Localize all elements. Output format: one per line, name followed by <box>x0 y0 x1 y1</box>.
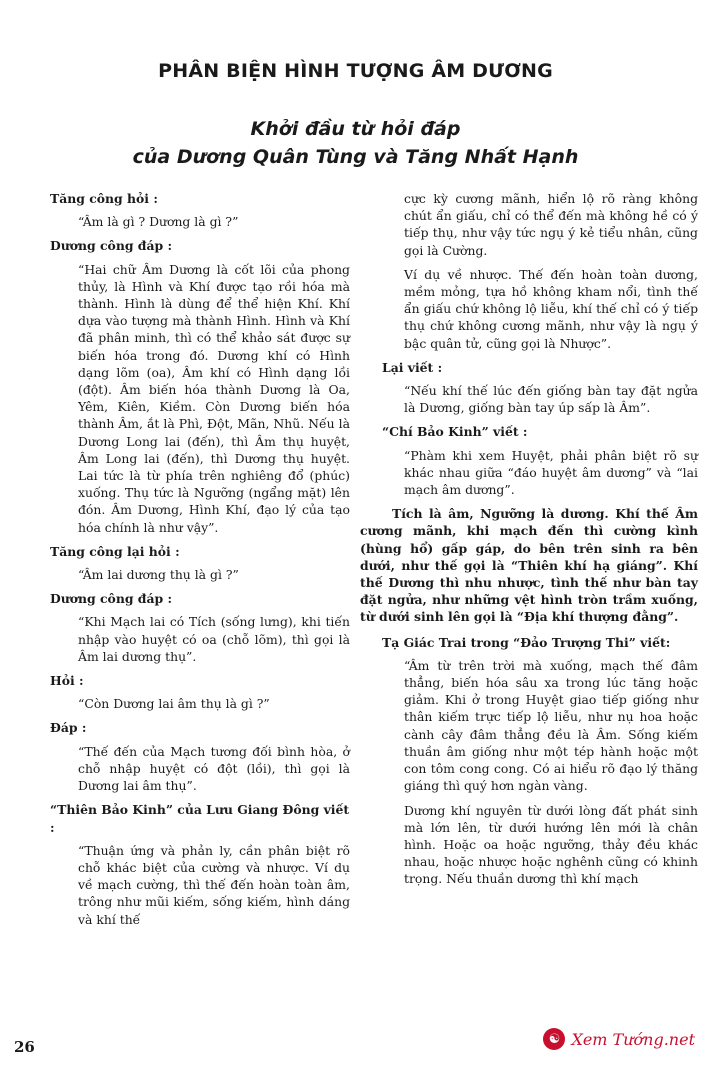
poem-quote: “Âm từ trên trời mà xuống, mạch thế đâm thẳng, biến hóa sâu xa trong lúc tăng hoặc giảm. Khi ở trong Huyệt giao tiếp giống như thân kiếm trực tiếp lộ liễu, như nụ hoa hoặc cành cây đâm thẳng đều là Âm. Sống kiếm thuần âm giống như một tép hành hoặc một con tôm cong cong. Có ai hiểu rõ đạo lý thăng giáng thì quý hơn ngàn vàng. <box>404 657 698 794</box>
dialogue-quote: “Âm là gì ? Dương là gì ?” <box>78 214 239 230</box>
right-column <box>360 190 698 895</box>
page-title: PHÂN BIỆN HÌNH TƯỢNG ÂM DƯƠNG <box>158 60 553 82</box>
commentary-paragraph: Tích là âm, Ngưỡng là dương. Khí thế Âm cương mãnh, khi mạch đến thì cường kình (hùng hổ) gấp gáp, do bên trên sinh ra bên dưới, như thế gọi là “Thiên khí hạ giáng”. Khí thế Dương thì nhu nhược, tình thế như bàn tay đặt ngửa, như những vệt hình tròn trầm xuống, từ dưới sinh lên gọi là “Địa khí thượng đằng”. <box>360 506 698 625</box>
page-number: 26 <box>14 1038 35 1056</box>
page-subtitle-line-2: của Dương Quân Tùng và Tăng Nhất Hạnh <box>132 146 579 168</box>
dialogue-quote: “Thế đến của Mạch tương đối bình hòa, ở chỗ nhập huyệt có đột (lồi), thì gọi là Dương lai âm thụ”. <box>78 743 350 794</box>
poem-quote: Dương khí nguyên từ dưới lòng đất phát sinh mà lớn lên, từ dưới hướng lên mới là chân hình. Hoặc oa hoặc ngưỡng, thảy đều khác nhau, hoặc nhược hoặc nghênh cũng có khinh trọng. Nếu thuần dương thì khí mạch <box>404 802 698 887</box>
dialogue-heading: Tăng công hỏi : <box>50 191 158 206</box>
source-quote: cực kỳ cương mãnh, hiển lộ rõ ràng không chút ẩn giấu, chỉ có thể đến mà không hề có ý tiếp thụ, như vậy tức ngụ ý kẻ tiểu nhân, cũng gọi là Cường. <box>404 191 698 258</box>
source-quote: “Phàm khi xem Huyệt, phải phân biệt rõ sự khác nhau giữa “đáo huyệt âm dương” và “lai mạch âm dương”. <box>404 447 698 498</box>
watermark-text: Xem Tướng.net <box>571 1029 695 1049</box>
dialogue-heading: Dương công đáp : <box>50 238 173 254</box>
source-heading: “Chí Bảo Kinh” viết : <box>382 424 528 440</box>
dialogue-heading: Dương công đáp : <box>50 591 173 607</box>
page-subtitle-line-1: Khởi đầu từ hỏi đáp <box>250 118 461 140</box>
source-heading: “Thiên Bảo Kinh” của Lưu Giang Đông viết : <box>50 802 350 835</box>
source-quote: “Nếu khí thế lúc đến giống bàn tay đặt ngửa là Dương, giống bàn tay úp sấp là Âm”. <box>404 383 698 416</box>
dialogue-quote: “Còn Dương lai âm thụ là gì ?” <box>78 696 270 712</box>
dialogue-heading: Hỏi : <box>50 673 84 689</box>
dialogue-heading: Đáp : <box>50 720 87 736</box>
dialogue-quote: “Khi Mạch lai có Tích (sống lưng), khi tiến nhập vào huyệt có oa (chỗ lõm), thì gọi là Âm lai dương thụ”. <box>78 614 350 664</box>
dialogue-heading: Tăng công lại hỏi : <box>50 543 180 559</box>
yin-yang-icon: ☯ <box>543 1028 565 1050</box>
watermark <box>543 1028 695 1050</box>
dialogue-quote: “Âm lai dương thụ là gì ?” <box>78 567 239 583</box>
source-heading: Lại viết : <box>382 359 443 375</box>
source-heading: Tạ Giác Trai trong “Đảo Trượng Thi” viết: <box>382 634 671 650</box>
source-quote: Ví dụ về nhược. Thế đến hoàn toàn dương, mềm mỏng, tựa hồ không kham nổi, tình thế ẩn giấu chứ không lộ liễu, khí thế chỉ có ý tiếp thụ chứ không cương mãnh, như vậy là ngụ ý bậc quân tử, cũng gọi là Nhược”. <box>404 266 698 351</box>
dialogue-quote: “Hai chữ Âm Dương là cốt lõi của phong thủy, là Hình và Khí được tạo rồi hóa mà thành. Hình là dùng để thể hiện Khí. Khí dựa vào tượng mà thành Hình. Hình và Khí đã phân minh, thì có thể khảo sát được sự biến hóa trong đó. Dương khí có Hình dạng lõm (oa), Âm khí có Hình dạng lồi (đột). Âm biến hóa thành Dương là Oa, Yêm, Kiên, Kiềm. Còn Dương biến hóa thành Âm, ắt là Phì, Đột, Mãn, Nhũ. Nếu là Dương Long lai (đến), thì Âm thụ huyệt, Âm Long lai (đến), thì Dương thụ huyệt. Lai tức là từ phía trên nghiêng đổ (phúc) xuống. Thụ tức là Ngưỡng (ngẩng mặt) lên đón. Âm Dương, Hình Khí, đạo lý của tạo hóa chính là như vậy”. <box>78 261 350 535</box>
left-column <box>28 190 350 935</box>
source-quote: “Thuận ứng và phản ly, cần phân biệt rõ chỗ khác biệt của cường và nhược. Ví dụ về mạch cường, thì thế đến hoàn toàn âm, trông như mũi kiếm, sống kiếm, hình dáng và khí thế <box>78 842 350 927</box>
